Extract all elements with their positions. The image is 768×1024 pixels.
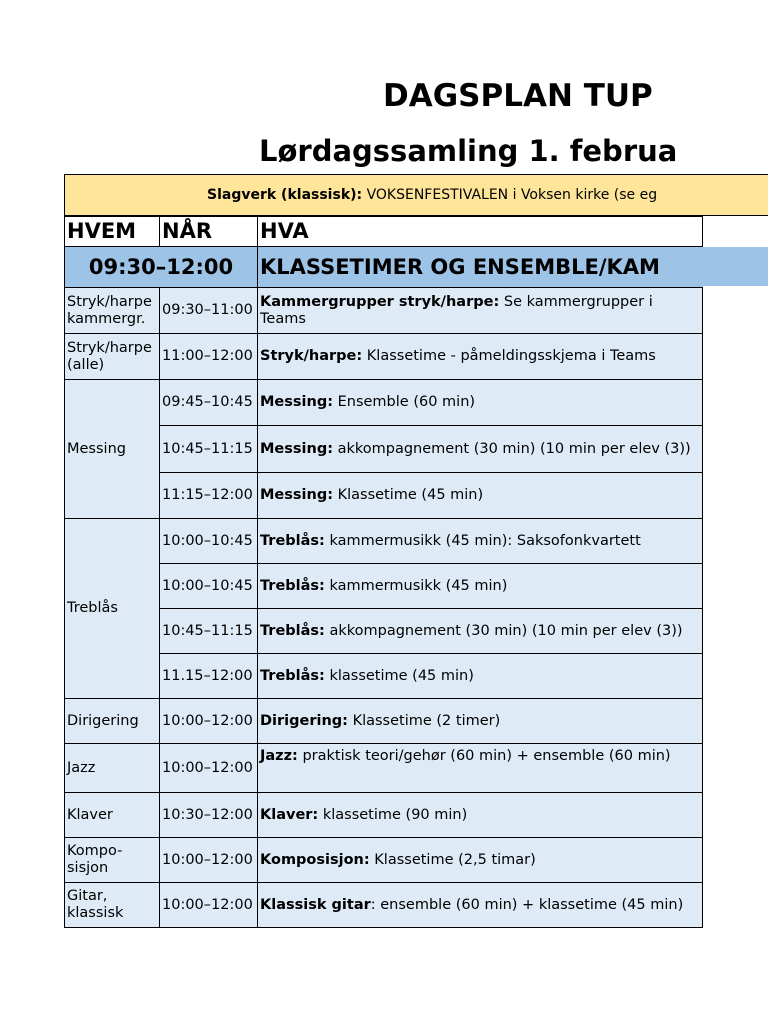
row-when: 11:15–12:00 [160, 473, 258, 519]
row-what: Messing: Klassetime (45 min) [258, 473, 703, 519]
page-subtitle: Lørdagssamling 1. februa [259, 134, 678, 168]
table-header-row [65, 217, 703, 247]
row-what: Jazz: praktisk teori/gehør (60 min) + ensemble (60 min) [258, 744, 703, 793]
section-title: KLASSETIMER OG ENSEMBLE/KAM [258, 247, 703, 288]
row-what: Messing: akkompagnement (30 min) (10 min per elev (3)) [258, 426, 703, 473]
row-what: Treblås: akkompagnement (30 min) (10 min per elev (3)) [258, 609, 703, 654]
notice-banner [64, 174, 768, 216]
row-when: 11:00–12:00 [160, 334, 258, 380]
section-header-extension [702, 247, 768, 286]
header-when: NÅR [160, 217, 258, 247]
table-row [65, 564, 703, 609]
table-row [65, 654, 703, 699]
row-when: 10:45–11:15 [160, 426, 258, 473]
row-what: Treblås: klassetime (45 min) [258, 654, 703, 699]
notice-label: Slagverk (klassisk): [207, 187, 363, 203]
row-when: 09:30–11:00 [160, 288, 258, 334]
row-what: Treblås: kammermusikk (45 min) [258, 564, 703, 609]
table-row [65, 744, 703, 793]
table-row [65, 609, 703, 654]
row-who: Stryk/harpe (alle) [65, 334, 160, 380]
row-what: Messing: Ensemble (60 min) [258, 380, 703, 426]
row-who: Dirigering [65, 699, 160, 744]
table-row [65, 473, 703, 519]
notice-body: VOKSENFESTIVALEN i Voksen kirke (se eg [362, 187, 658, 203]
schedule-table [64, 216, 703, 928]
header-who: HVEM [65, 217, 160, 247]
row-when: 10:00–10:45 [160, 564, 258, 609]
table-row [65, 380, 703, 426]
table-row [65, 838, 703, 883]
row-what: Komposisjon: Klassetime (2,5 timar) [258, 838, 703, 883]
row-what: Stryk/harpe: Klassetime - påmeldingsskjema i Teams [258, 334, 703, 380]
row-when: 10:00–12:00 [160, 883, 258, 928]
row-when: 10:00–12:00 [160, 838, 258, 883]
row-who: Stryk/harpe kammergr. [65, 288, 160, 334]
row-who: Jazz [65, 744, 160, 793]
row-when: 10:30–12:00 [160, 793, 258, 838]
row-who: Kompo-sisjon [65, 838, 160, 883]
row-what: Dirigering: Klassetime (2 timer) [258, 699, 703, 744]
row-who: Treblås [65, 519, 160, 699]
section-time: 09:30–12:00 [65, 247, 258, 288]
table-row [65, 519, 703, 564]
notice-text [207, 187, 767, 203]
table-row [65, 699, 703, 744]
row-when: 10:00–12:00 [160, 699, 258, 744]
row-what: Kammergrupper stryk/harpe: Se kammergrupper i Teams [258, 288, 703, 334]
row-who: Messing [65, 380, 160, 519]
table-row [65, 883, 703, 928]
row-who: Klaver [65, 793, 160, 838]
row-when: 11.15–12:00 [160, 654, 258, 699]
row-when: 09:45–10:45 [160, 380, 258, 426]
row-when: 10:45–11:15 [160, 609, 258, 654]
row-what: Treblås: kammermusikk (45 min): Saksofonkvartett [258, 519, 703, 564]
header-what: HVA [258, 217, 703, 247]
table-row [65, 793, 703, 838]
row-what: Klassisk gitar: ensemble (60 min) + klassetime (45 min) [258, 883, 703, 928]
section-header-row [65, 247, 703, 288]
table-row [65, 334, 703, 380]
row-when: 10:00–12:00 [160, 744, 258, 793]
row-who: Gitar, klassisk [65, 883, 160, 928]
table-row [65, 426, 703, 473]
row-when: 10:00–10:45 [160, 519, 258, 564]
row-what: Klaver: klassetime (90 min) [258, 793, 703, 838]
page-title: DAGSPLAN TUP [383, 78, 653, 114]
table-row [65, 288, 703, 334]
